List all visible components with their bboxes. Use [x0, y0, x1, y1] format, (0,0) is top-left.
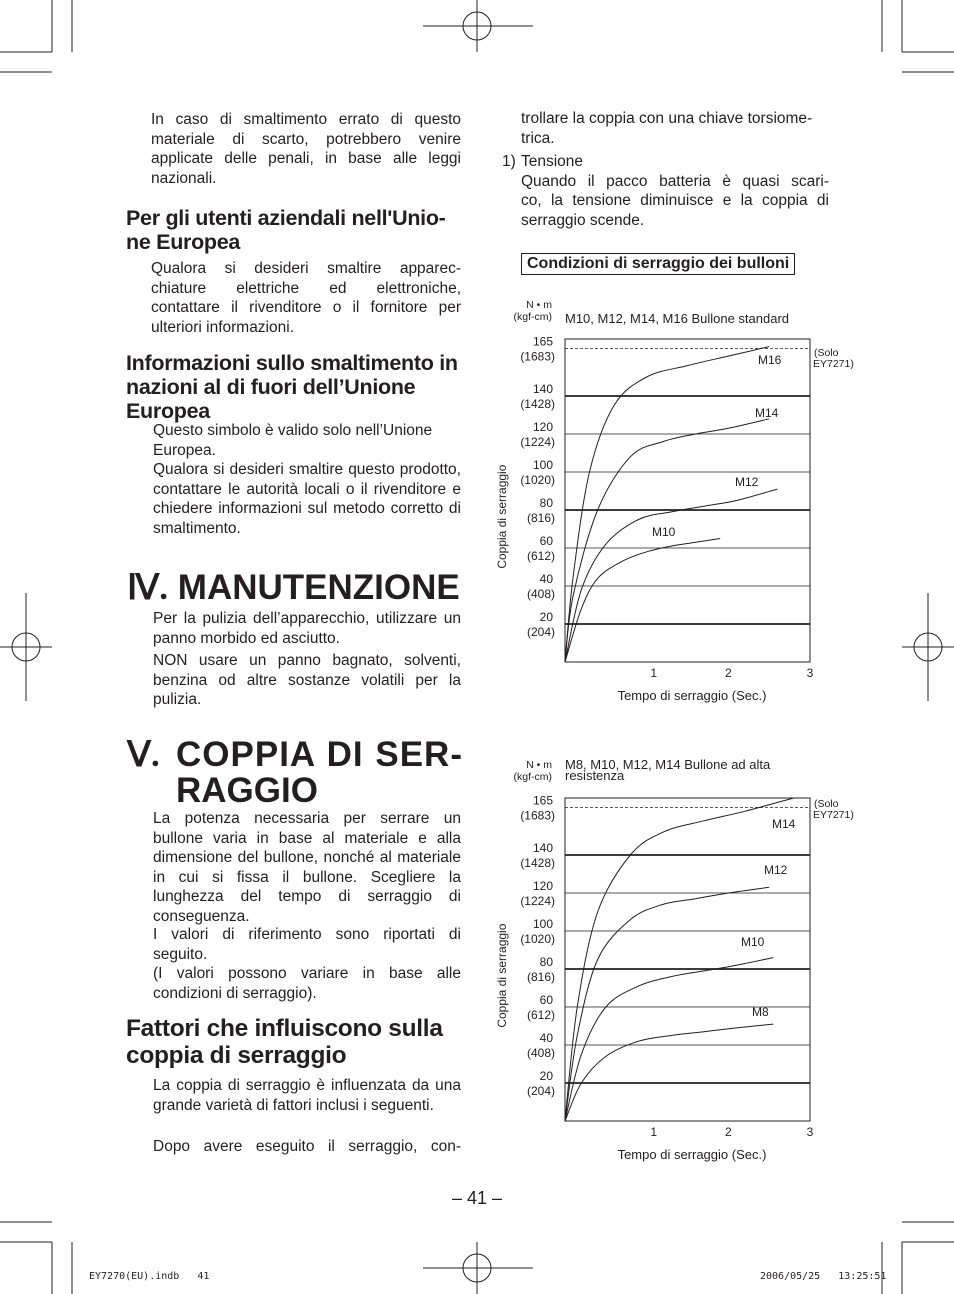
y-tick-sublabel: (408) — [526, 587, 555, 601]
business-para-line1: Qualora si desideri smaltire apparec- — [151, 260, 461, 277]
series-line-m12 — [565, 489, 777, 662]
business-para-line2: chiature elettriche ed elettroniche, — [151, 279, 461, 297]
section4-para1: Per la pulizia dell’apparecchio, utilizzare un panno morbido ed asciutto. — [153, 610, 461, 647]
x-axis-label: Tempo di serraggio (Sec.) — [617, 1147, 767, 1162]
section4-para2: NON usare un panno bagnato, solventi, benzina od altre sostanze volatili per la pulizia. — [153, 652, 461, 708]
y-tick-sublabel: (816) — [526, 511, 555, 525]
business-paragraph — [151, 259, 461, 337]
series-label-m10: M10 — [741, 935, 765, 949]
series-line-m14 — [565, 798, 794, 1121]
y-tick-sublabel: (408) — [526, 1046, 555, 1060]
x-tick-label: 2 — [724, 1125, 732, 1139]
series-label-m8: M8 — [752, 1005, 769, 1019]
chart-standard-bolt — [490, 295, 870, 715]
y-tick-sublabel: (612) — [526, 1008, 555, 1022]
chart-title-line2: resistenza — [565, 768, 625, 783]
unit-bottom: (kgf-cm) — [513, 311, 552, 323]
continuation-paragraph — [521, 109, 829, 148]
y-tick-label: 165 — [532, 334, 553, 349]
y-tick-sublabel: (1020) — [520, 932, 555, 946]
factors-heading-line1: Fattori che influiscono sulla — [126, 1015, 443, 1042]
list-item-line2: co, la tensione diminuisce e la coppia di — [521, 192, 829, 209]
list-item-tension — [502, 152, 832, 230]
note-line2: EY7271) — [813, 358, 854, 370]
section5-heading — [127, 737, 463, 809]
bolt-conditions-title: Condizioni di serraggio dei bulloni — [521, 253, 795, 275]
y-tick-label: 60 — [539, 534, 553, 548]
series-label-m14: M14 — [772, 817, 796, 831]
series-label-m14: M14 — [755, 406, 779, 420]
unit-top: N • m — [526, 759, 552, 771]
y-tick-label: 60 — [539, 993, 553, 1007]
y-axis-label: Coppia di serraggio — [495, 464, 509, 569]
series-line-m10 — [565, 958, 773, 1121]
y-tick-sublabel: (612) — [526, 549, 555, 563]
section5-para3: (I valori possono variare in base alle condizioni di serraggio). — [153, 965, 461, 1002]
outside-eu-para1: Questo simbolo è valido solo nell’Unione Europea. — [153, 422, 433, 459]
cont-line2: trica. — [521, 129, 555, 147]
y-tick-sublabel: (1020) — [520, 473, 555, 487]
y-tick-sublabel: (204) — [526, 625, 555, 639]
series-line-m16 — [565, 347, 769, 662]
chart-title: M10, M12, M14, M16 Bullone standard — [565, 311, 790, 326]
y-tick-sublabel: (1224) — [520, 894, 555, 908]
list-item-line1: Quando il pacco batteria è quasi scari- — [521, 172, 829, 190]
y-tick-label: 100 — [532, 458, 553, 472]
y-tick-sublabel: (1224) — [520, 435, 555, 449]
y-tick-sublabel: (1428) — [520, 856, 555, 870]
x-tick-label: 3 — [806, 666, 814, 680]
section5-para2: I valori di riferimento sono riportati di seguito. — [153, 926, 461, 963]
y-tick-label: 40 — [539, 572, 553, 586]
footer-date: 2006/05/25 13:25:51 — [760, 1271, 887, 1282]
section5-para1: La potenza necessaria per serrare un bullone varia in base al materiale e alla dimensione del bullone, nonché al materiale in cui si fissa il bullone. Scegliere la lunghezza del tempo di serraggio di conseguenza. — [153, 810, 461, 925]
plot-frame — [565, 798, 810, 1121]
x-tick-label: 3 — [806, 1125, 814, 1139]
series-line-m10 — [565, 539, 720, 663]
note-line1: (Solo — [814, 347, 839, 359]
list-item-line3: serraggio scende. — [521, 211, 645, 229]
business-heading-line2: ne Europea — [126, 230, 241, 254]
business-para-rest: contattare il rivenditore o il fornitore per ulteriori informazioni. — [151, 299, 461, 336]
section5-title-line1: COPPIA DI SER- — [176, 735, 463, 774]
y-tick-label: 20 — [539, 1069, 553, 1083]
y-tick-sublabel: (204) — [526, 1084, 555, 1098]
series-label-m12: M12 — [764, 863, 788, 877]
y-tick-sublabel: (816) — [526, 970, 555, 984]
outside-eu-heading: Informazioni sullo smaltimento in nazioni al di fuori dell’Unione Europea — [126, 351, 458, 423]
y-tick-label: 165 — [532, 793, 553, 808]
y-tick-sublabel: (1428) — [520, 397, 555, 411]
series-label-m12: M12 — [735, 475, 759, 489]
page-number: – 41 – — [451, 1188, 503, 1208]
y-tick-label: 80 — [539, 955, 553, 969]
outside-eu-para2: Qualora si desideri smaltire questo prodotto, contattare le autorità locali o il rivenditore e chiedere informazioni sul metodo corretto di smaltimento. — [153, 461, 461, 537]
unit-top: N • m — [526, 299, 552, 311]
factors-para1: La coppia di serraggio è influenzata da una grande varietà di fattori inclusi i seguenti. — [153, 1077, 461, 1114]
list-item-title: Tensione — [521, 153, 584, 170]
note-line1: (Solo — [814, 798, 839, 810]
y-tick-label: 80 — [539, 496, 553, 510]
section4-heading — [127, 570, 460, 606]
chart-title: M8, M10, M12, M14 Bullone ad alta — [565, 757, 771, 772]
chart-high-strength-bolt — [490, 754, 870, 1174]
y-tick-label: 140 — [532, 841, 553, 855]
x-axis-label: Tempo di serraggio (Sec.) — [617, 688, 767, 703]
intro-paragraph: In caso di smaltimento errato di questo materiale di scarto, potrebbero venire applicate delle penali, in base alle leggi nazionali. — [151, 111, 461, 187]
series-label-m10: M10 — [652, 525, 676, 539]
x-tick-label: 1 — [650, 666, 658, 680]
y-tick-label: 20 — [539, 610, 553, 624]
business-heading-line1: Per gli utenti aziendali nell'Unio- — [126, 206, 446, 230]
x-tick-label: 1 — [650, 1125, 658, 1139]
section4-title: MANUTENZIONE — [177, 568, 460, 607]
section4-number: Ⅳ. — [127, 568, 169, 607]
y-tick-sublabel: (1683) — [520, 808, 555, 823]
series-label-m16: M16 — [758, 353, 782, 367]
factors-heading-line2: coppia di serraggio — [126, 1042, 347, 1069]
series-line-m8 — [565, 1024, 773, 1121]
section5-number: Ⅴ. — [127, 735, 160, 774]
y-tick-label: 40 — [539, 1031, 553, 1045]
y-tick-label: 120 — [532, 420, 553, 434]
series-line-m14 — [565, 419, 769, 662]
series-line-m12 — [565, 887, 769, 1121]
unit-bottom: (kgf-cm) — [513, 771, 552, 783]
cont-line1: trollare la coppia con una chiave torsiome- — [521, 110, 813, 127]
y-tick-label: 140 — [532, 382, 553, 396]
y-axis-label: Coppia di serraggio — [495, 923, 509, 1028]
x-tick-label: 2 — [724, 666, 732, 680]
factors-para2: Dopo avere eseguito il serraggio, con- — [153, 1138, 461, 1155]
y-tick-label: 100 — [532, 917, 553, 931]
y-tick-sublabel: (1683) — [520, 349, 555, 364]
note-line2: EY7271) — [813, 809, 854, 821]
list-item-number: 1) — [502, 153, 516, 170]
business-heading — [126, 206, 466, 254]
section5-title-line2: RAGGIO — [176, 771, 318, 810]
y-tick-label: 120 — [532, 879, 553, 893]
footer-file: EY7270(EU).indb 41 — [89, 1271, 210, 1282]
factors-heading — [126, 1015, 466, 1069]
